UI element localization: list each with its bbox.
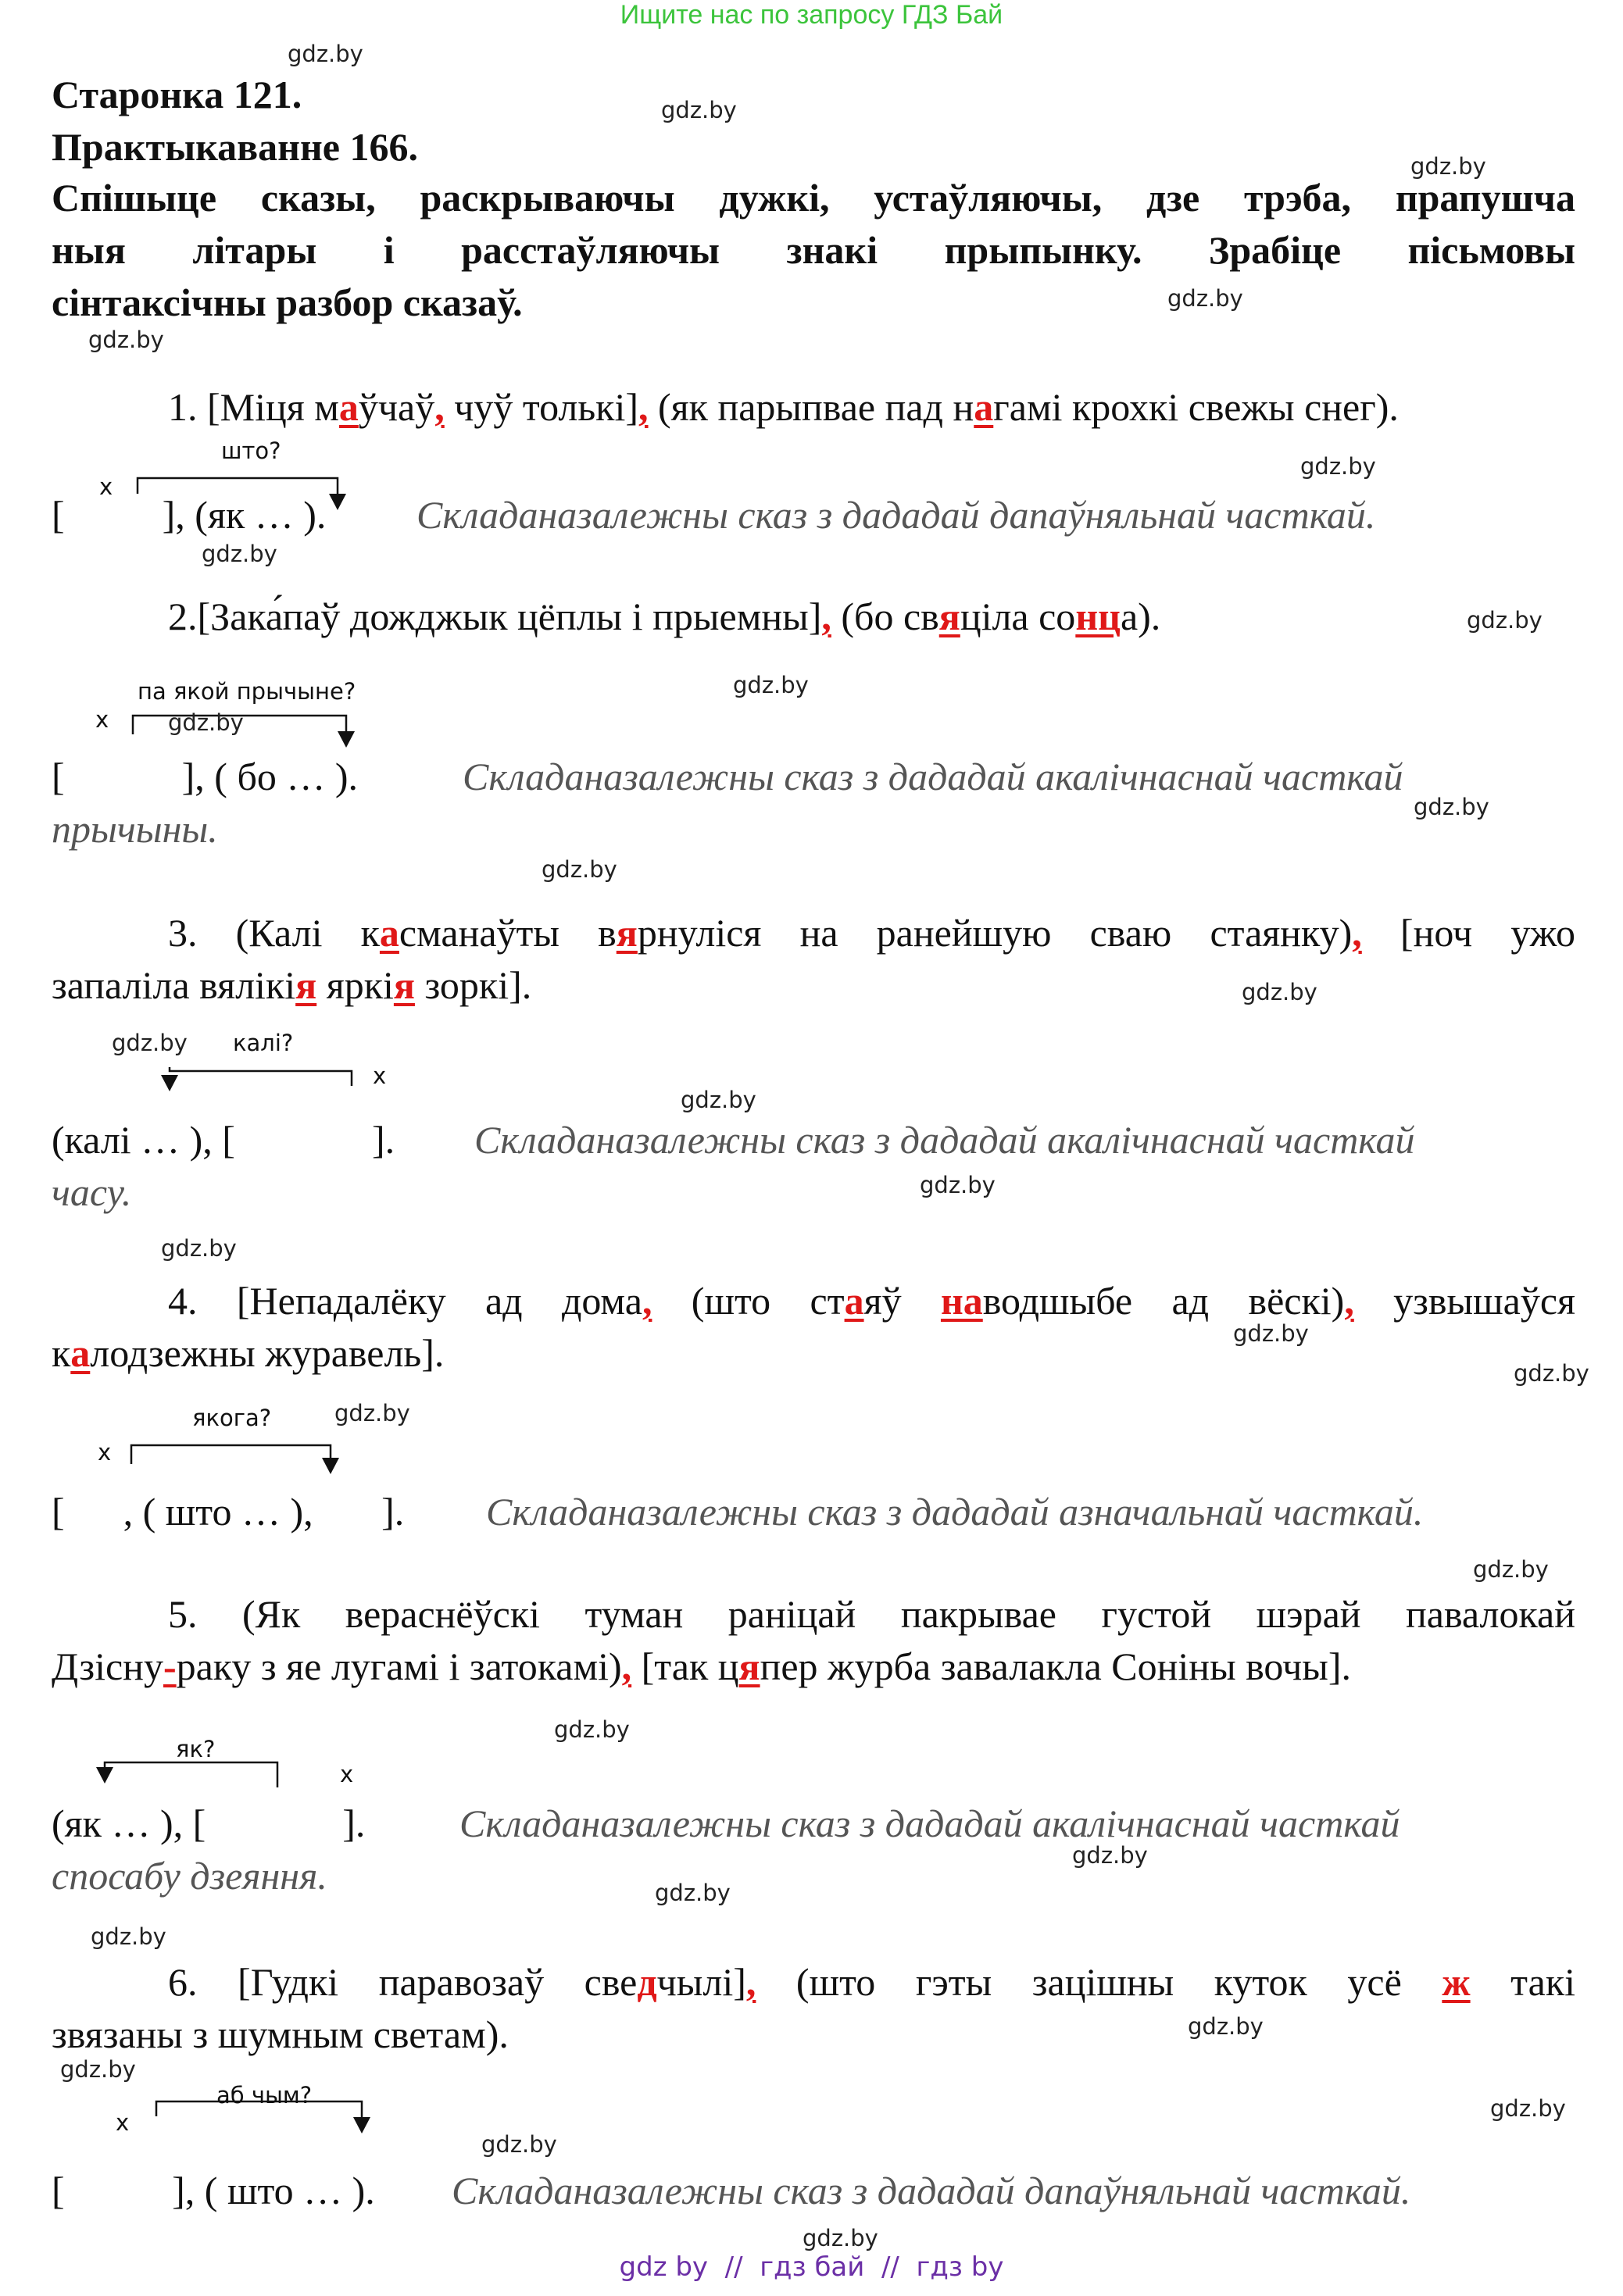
watermark: gdz.by (681, 1087, 756, 1113)
scheme-1: [ ], (як … ). (52, 493, 327, 537)
sentence-4: 4. [Непадалёку ад дома, (што стаяў наводшыбе ад вёскі), узвышаўся (168, 1279, 1576, 1323)
question-label: аб чым? (216, 2082, 313, 2109)
sentence-4-cont: калодзежны журавель]. (52, 1331, 445, 1375)
search-hint[interactable]: Ищите нас по запросу ГДЗ Бай (620, 0, 1003, 30)
watermark: gdz.by (661, 97, 737, 123)
task-line-1: Спішыце сказы, раскрываючы дужкі, устаўляючы, дзе трэба, прапушча (52, 176, 1575, 220)
watermark: gdz.by (1300, 453, 1376, 480)
description-2-cont: прычыны. (52, 807, 218, 851)
description-5-cont: спосабу дзеяння. (52, 1854, 327, 1898)
watermark: gdz.by (161, 1235, 237, 1262)
watermark: gdz.by (202, 541, 277, 567)
sentence-5: 5. (Як вераснёўскі туман раніцай пакрывае густой шэрай павалокай (168, 1592, 1575, 1636)
task-line-2: ныя літары і расстаўляючы знакі прыпынку. Зрабіце пісьмовы (52, 228, 1575, 272)
description-3-cont: часу. (52, 1170, 132, 1214)
description-4: Складаназалежны сказ з дададай азначальнай часткай. (486, 1490, 1424, 1534)
watermark: gdz.by (91, 1923, 166, 1950)
sentence-5-cont: Дзісну-раку з яе лугамі і затокамі), [так цяпер журба завалакла Соніны вочы]. (52, 1644, 1352, 1688)
task-line-3: сінтаксічны разбор сказаў. (52, 280, 523, 324)
description-1: Складаназалежны сказ з дададай дапаўняльнай часткай. (416, 493, 1376, 537)
watermark: gdz.by (1490, 2095, 1566, 2122)
watermark: gdz.by (655, 1880, 731, 1906)
question-label: калі? (233, 1030, 294, 1056)
watermark: gdz.by (168, 709, 244, 736)
scheme-6: [ ], ( што … ). (52, 2169, 375, 2212)
sentence-6: 6. [Гудкі паравозаў сведчылі], (што гэты зацішны куток усё ж такі (168, 1960, 1575, 2004)
sentence-3-cont: запаліла вялікія яркія зоркі]. (52, 963, 532, 1007)
watermark: gdz.by (112, 1030, 188, 1056)
watermark: gdz.by (1414, 794, 1489, 820)
sentence-1: 1. [Міця маўчаў, чуў толькі], (як парыпвае пад нагамі крохкі свежы снег). (168, 385, 1399, 429)
description-3: Складаназалежны сказ з дададай акалічнаснай часткай (474, 1118, 1415, 1162)
scheme-2: [ ], ( бо … ). (52, 755, 359, 798)
watermark: gdz.by (1514, 1360, 1589, 1387)
watermark: gdz.by (1467, 607, 1543, 634)
scheme-3: (калі … ), [ ]. (52, 1118, 395, 1162)
sentence-2: 2.[Зака́паў дожджык цёплы і прыемны], (бо свяціла сонца). (168, 595, 1161, 638)
watermark: gdz.by (334, 1400, 410, 1427)
description-2: Складаназалежны сказ з дададай акалічнаснай часткай (463, 755, 1403, 798)
description-6: Складаназалежны сказ з дададай дапаўняльнай часткай. (452, 2169, 1411, 2212)
watermark: gdz.by (1233, 1320, 1309, 1347)
question-label: па якой прычыне? (138, 678, 356, 705)
predicate-mark: x (116, 2109, 130, 2136)
watermark: gdz.by (481, 2131, 557, 2158)
watermark: gdz.by (1242, 979, 1317, 1005)
watermark: gdz.by (1410, 153, 1486, 180)
watermark: gdz.by (288, 41, 363, 67)
watermark: gdz.by (803, 2225, 878, 2251)
question-label: якога? (192, 1405, 272, 1431)
question-label: што? (221, 437, 281, 464)
sentence-6-cont: звязаны з шумным светам). (52, 2012, 509, 2056)
watermark: gdz.by (60, 2056, 136, 2083)
predicate-mark: x (340, 1761, 354, 1787)
watermark: gdz.by (733, 672, 809, 698)
watermark: gdz.by (554, 1716, 630, 1743)
watermark: gdz.by (1188, 2013, 1264, 2040)
watermark: gdz.by (542, 856, 617, 883)
watermark: gdz.by (1072, 1842, 1148, 1869)
watermark: gdz.by (920, 1172, 996, 1198)
predicate-mark: x (95, 706, 109, 733)
predicate-mark: x (373, 1062, 387, 1089)
exercise-title: Практыкаванне 166. (52, 125, 418, 169)
watermark: gdz.by (1167, 285, 1243, 312)
description-5: Складаназалежны сказ з дададай акалічнаснай часткай (459, 1801, 1400, 1845)
watermark: gdz.by (1473, 1556, 1549, 1583)
footer-links[interactable]: gdz by // гдз бай // гдз by (619, 2251, 1004, 2283)
page-title: Старонка 121. (52, 73, 302, 116)
predicate-mark: x (99, 473, 113, 500)
sentence-3: 3. (Калі касманаўты вярнуліся на ранейшую сваю стаянку), [ноч ужо (168, 911, 1575, 955)
predicate-mark: x (98, 1439, 112, 1466)
question-label: як? (176, 1736, 216, 1762)
watermark: gdz.by (88, 327, 164, 353)
scheme-4: [ , ( што … ), ]. (52, 1490, 405, 1534)
scheme-5: (як … ), [ ]. (52, 1801, 366, 1845)
